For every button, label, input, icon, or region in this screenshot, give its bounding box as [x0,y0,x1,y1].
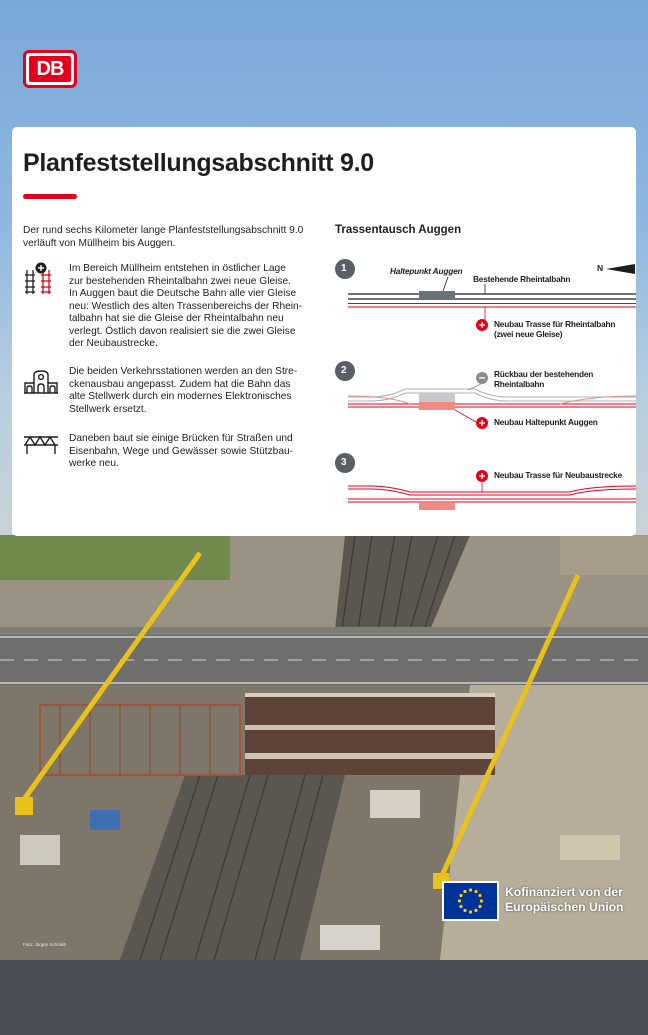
text-line: Die beiden Verkehrsstationen werden an den Stre- [69,366,298,377]
text-line: In Auggen baut die Deutsche Bahn alle vier Gleise [69,288,297,299]
text-line: talbahn hat sie die Gleise der Rheintalbahn neu [69,313,284,324]
text-line: der Neubaustrecke. [69,338,158,349]
db-logo [23,50,77,88]
removal-label: Rückbau der bestehenden [494,369,594,379]
bullet-text-bridges [69,433,315,471]
north-arrow-icon [606,264,635,274]
page-title: Planfeststellungsabschnitt 9.0 [23,149,374,177]
eu-cofunding-text [505,885,624,915]
text-line: neu: Westlich des alten Trassenbereichs der Rhein- [69,300,303,312]
step-3-number: 3 [341,457,347,468]
text-line: werke neu. [69,458,119,469]
text-line: Stellwerk ersetzt. [69,403,147,415]
new-line-label: Neubau Trasse für Rheintalbahn [494,319,616,329]
title-underline [23,194,77,199]
existing-line-label: Bestehende Rheintalbahn [473,274,571,284]
text-line: Im Bereich Müllheim entstehen in östlicher Lage [69,263,286,274]
info-panel [12,127,636,536]
bottom-band [0,960,648,1035]
intro-text: Der rund sechs Kilometer lange Planfeststellungsabschnitt 9.0 verläuft von Müllheim bis Auggen. [23,225,304,249]
step-1-number: 1 [341,263,347,274]
text-line: verlegt. Östlich davon realisiert sie die zwei Gleise [69,325,296,337]
station-building-icon [23,369,59,395]
new-station-label: Neubau Haltepunkt Auggen [494,417,598,427]
new-route-label: Neubau Trasse für Neubaustrecke [494,470,622,480]
station-label: Haltepunkt Auggen [390,266,463,276]
removal-sublabel: Rheintalbahn [494,379,545,389]
eu-text-line: Europäischen Union [505,900,624,914]
step-2-number: 2 [341,365,347,376]
text-line: ckenausbau angepasst. Zudem hat die Bahn das [69,378,291,390]
track-swap-diagram [330,252,636,517]
text-line: alte Stellwerk durch ein modernes Elektronisches [69,391,292,402]
db-logo-text: DB [29,56,71,82]
eu-flag-icon [442,881,499,921]
bullet-text-tracks [69,263,315,351]
north-label: N [597,263,603,273]
photo-credit: Foto: Jürgen Schmidt [23,942,66,947]
tracks-plus-icon [23,262,57,296]
new-line-sublabel: (zwei neue Gleise) [494,329,563,339]
diagram-title: Trassentausch Auggen [335,224,462,236]
eu-text-line: Kofinanziert von der [505,885,623,899]
step-3-graphic [335,453,636,510]
text-line: zur bestehenden Rheintalbahn zwei neue Gleise. [69,275,292,287]
bridge-icon [23,433,59,455]
text-line: Daneben baut sie einige Brücken für Straßen und [69,433,293,444]
text-line: Eisenbahn, Wege und Gewässer sowie Stützbau- [69,445,294,457]
bullet-text-stations [69,366,315,416]
